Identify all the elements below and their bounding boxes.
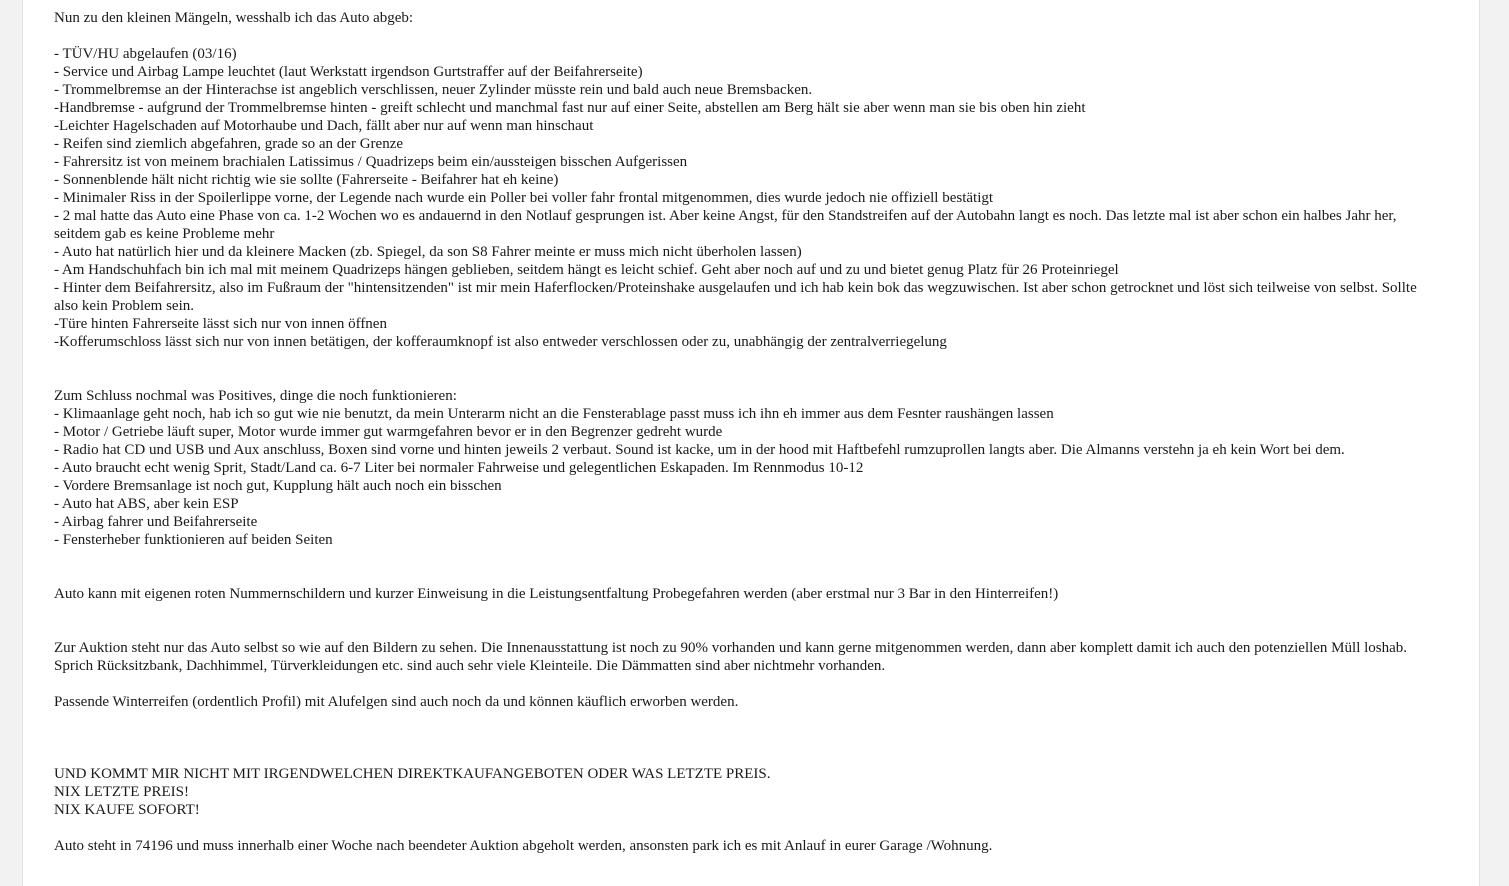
description-line: - 2 mal hatte das Auto eine Phase von ca. 1-2 Wochen wo es andauernd in den Notlauf gesprungen ist. Aber keine Angst, für den Standstreifen auf der Autobahn langt es noch. Das letzte mal ist aber schon ein halbes Jahr her, seitdem gab es keine Probleme mehr — [54, 208, 1397, 242]
description-line: NIX LETZTE PREIS! — [54, 784, 189, 800]
description-line: - Motor / Getriebe läuft super, Motor wurde immer gut warmgefahren bevor er in den Begrenzer gedreht wurde — [54, 424, 723, 440]
description-line: - Fensterheber funktionieren auf beiden Seiten — [54, 532, 333, 548]
description-line — [54, 369, 1429, 387]
description-line: -Handbremse - aufgrund der Trommelbremse hinten - greift schlecht und manchmal fast nur auf einer Seite, abstellen am Berg hält sie aber wenn man sie bis oben hin zieht — [54, 100, 1086, 116]
description-line — [54, 351, 1429, 369]
description-line: - Klimaanlage geht noch, hab ich so gut wie nie benutzt, da mein Unterarm nicht an die Fensterablage passt muss ich ihn eh immer aus dem Fesnter raushängen lassen — [54, 406, 1054, 422]
description-line: - Radio hat CD und USB und Aux anschluss, Boxen sind vorne und hinten jeweils 2 verbaut. Sound ist kacke, um in der hood mit Haftbefehl rumzuprollen langts aber. Die Almanns verstehn ja eh kein Wort bei dem. — [54, 442, 1345, 458]
description-line: Zum Schluss nochmal was Positives, dinge die noch funktionieren: — [54, 388, 457, 404]
description-line: -Türe hinten Fahrerseite lässt sich nur von innen öffnen — [54, 316, 387, 332]
description-line — [54, 747, 1429, 765]
description-line: - Trommelbremse an der Hinterachse ist angeblich verschlissen, neuer Zylinder müsste rein und bald auch neue Bremsbacken. — [54, 82, 813, 98]
description-line — [54, 819, 1429, 837]
description-line: - Service und Airbag Lampe leuchtet (laut Werkstatt irgendson Gurtstraffer auf der Beifahrerseite) — [54, 64, 643, 80]
description-line — [54, 675, 1429, 693]
description-line: UND KOMMT MIR NICHT MIT IRGENDWELCHEN DIREKTKAUFANGEBOTEN ODER WAS LETZTE PREIS. — [54, 766, 771, 782]
listing-page — [22, 0, 1480, 886]
description-line — [54, 711, 1429, 729]
description-line: - Auto hat natürlich hier und da kleinere Macken (zb. Spiegel, da son S8 Fahrer meinte er muss mich nicht überholen lassen) — [54, 244, 802, 260]
description-line: -Kofferumschloss lässt sich nur von innen betätigen, der kofferaumknopf ist also entweder verschlossen oder zu, unabhängig der zentralverriegelung — [54, 334, 947, 350]
description-line — [54, 567, 1429, 585]
description-line: Passende Winterreifen (ordentlich Profil) mit Alufelgen sind auch noch da und können käuflich erworben werden. — [54, 694, 739, 710]
description-line — [54, 729, 1429, 747]
description-line: Auto kann mit eigenen roten Nummernschildern und kurzer Einweisung in die Leistungsentfaltung Probegefahren werden (aber erstmal nur 3 Bar in den Hinterreifen!) — [54, 586, 1059, 602]
description-line: NIX KAUFE SOFORT! — [54, 802, 200, 818]
description-line: - Auto braucht echt wenig Sprit, Stadt/Land ca. 6-7 Liter bei normaler Fahrweise und gelegentlichen Eskapaden. Im Rennmodus 10-12 — [54, 460, 864, 476]
description-line: Nun zu den kleinen Mängeln, wesshalb ich das Auto abgeb: — [54, 10, 414, 26]
description-line: - Minimaler Riss in der Spoilerlippe vorne, der Legende nach wurde ein Poller bei voller fahr frontal mitgenommen, dies wurde jedoch nie offiziell bestätigt — [54, 190, 994, 206]
description-line: - TÜV/HU abgelaufen (03/16) — [54, 46, 237, 62]
description-line: -Leichter Hagelschaden auf Motorhaube und Dach, fällt aber nur auf wenn man hinschaut — [54, 118, 594, 134]
description-line: - Vordere Bremsanlage ist noch gut, Kupplung hält auch noch ein bisschen — [54, 478, 502, 494]
description-line: - Fahrersitz ist von meinem brachialen Latissimus / Quadrizeps beim ein/aussteigen bisschen Aufgerissen — [54, 154, 688, 170]
description-line — [54, 549, 1429, 567]
description-line: - Auto hat ABS, aber kein ESP — [54, 496, 239, 512]
description-line — [54, 27, 1429, 45]
description-line — [54, 603, 1429, 621]
description-line: - Am Handschuhfach bin ich mal mit meinem Quadrizeps hängen geblieben, seitdem hängt es leicht schief. Geht aber noch auf und zu und bietet genug Platz für 26 Proteinriegel — [54, 262, 1119, 278]
listing-description — [54, 9, 1429, 855]
description-line — [54, 621, 1429, 639]
description-line: Auto steht in 74196 und muss innerhalb einer Woche nach beendeter Auktion abgeholt werden, ansonsten park ich es mit Anlauf in eurer Garage /Wohnung. — [54, 838, 993, 854]
description-line: - Sonnenblende hält nicht richtig wie sie sollte (Fahrerseite - Beifahrer hat eh keine) — [54, 172, 559, 188]
description-line: Zur Auktion steht nur das Auto selbst so wie auf den Bildern zu sehen. Die Innenausstattung ist noch zu 90% vorhanden und kann gerne mitgenommen werden, dann aber komplett damit ich auch den potenziellen Müll loshab. Sprich Rücksitzbank, Dachhimmel, Türverkleidungen etc. sind auch sehr viele Kleinteile. Die Dämmatten sind aber nichtmehr vorhanden. — [54, 640, 1408, 674]
description-line: - Hinter dem Beifahrersitz, also im Fußraum der "hintensitzenden" ist mir mein Haferflocken/Proteinshake ausgelaufen und ich hab kein bok das wegzuwischen. Ist aber schon getrocknet und löst sich teilweise von selbst. Sollte also kein Problem sein. — [54, 280, 1417, 314]
description-line: - Airbag fahrer und Beifahrerseite — [54, 514, 258, 530]
description-line: - Reifen sind ziemlich abgefahren, grade so an der Grenze — [54, 136, 404, 152]
